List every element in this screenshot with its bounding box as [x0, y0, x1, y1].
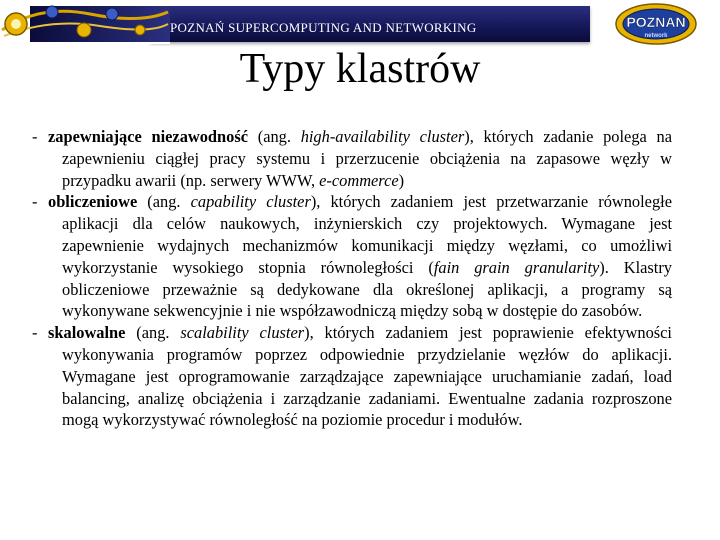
header-band [150, 0, 590, 44]
item-pre-en: (ang. [248, 127, 301, 146]
item-pre-en: (ang. [125, 323, 181, 343]
item-english-term: high-availability cluster [300, 127, 465, 146]
item-english-term: scalability cluster [180, 323, 305, 343]
item-dash: - [32, 323, 38, 343]
header-org-text: POZNAŃ SUPERCOMPUTING AND NETWORKING [170, 20, 477, 35]
item-term: obliczeniowe [48, 192, 138, 212]
item-text: ), których zadanie polega na zapewnieniu ciągłej pracy systemu i przerzucenie obciążenia na zapasowe węzły w przypadku awarii (np. serwery WWW, [62, 127, 672, 190]
list-item-scalability [32, 322, 672, 431]
item-text: ), których zadaniem jest poprawienie efektywności wykonywania programów poprzez odpowiednie przydzielanie węzłów do aplikacji. Wymagane jest oprogramowanie zarządzające zapewniające uruchamianie zadań, load balancing, analizę obciążenia i zarządzanie zadaniami. Ewentualne zadania rozproszone mogą wykorzystywać równoległość na poziomie procedur i modułów. [62, 323, 672, 430]
item-term: zapewniające niezawodność [48, 127, 249, 146]
item-italic-term: fain grain granularity [433, 257, 600, 277]
item-text: ), których zadaniem jest przetwarzanie równoległe aplikacji dla celów naukowych, inżynierskich czy projektowych. Wymagane jest zapewnienie wydajnych mechanizmów komunikacji między węzłami, co umożliwi wykorzystanie wysokiego stopnia równoległości ( [62, 192, 672, 277]
item-dash: - [32, 127, 38, 146]
item-term: skalowalne [48, 323, 126, 343]
item-english-term: capability cluster [190, 192, 311, 212]
poznan-logo [614, 2, 698, 46]
logo-subtext: network [644, 33, 668, 39]
logo-text: POZNAN [626, 14, 686, 30]
list-item-high-availability [32, 126, 672, 191]
list-item-capability [32, 191, 672, 322]
item-text-end: ). Klastry obliczeniowe przeważnie są dedykowane dla określonej aplikacji, a programy są wykonywane sekwencyjnie i nie współzawodniczą między sobą w dostępie do zasobów. [62, 257, 672, 321]
item-italic-term: e-commerce [319, 170, 399, 190]
slide-body [32, 126, 672, 431]
item-dash: - [32, 192, 38, 212]
item-text-end: ) [398, 170, 405, 190]
item-pre-en: (ang. [137, 192, 191, 212]
decorative-network-logo [0, 0, 170, 44]
slide-title: Typy klastrów [239, 46, 481, 92]
